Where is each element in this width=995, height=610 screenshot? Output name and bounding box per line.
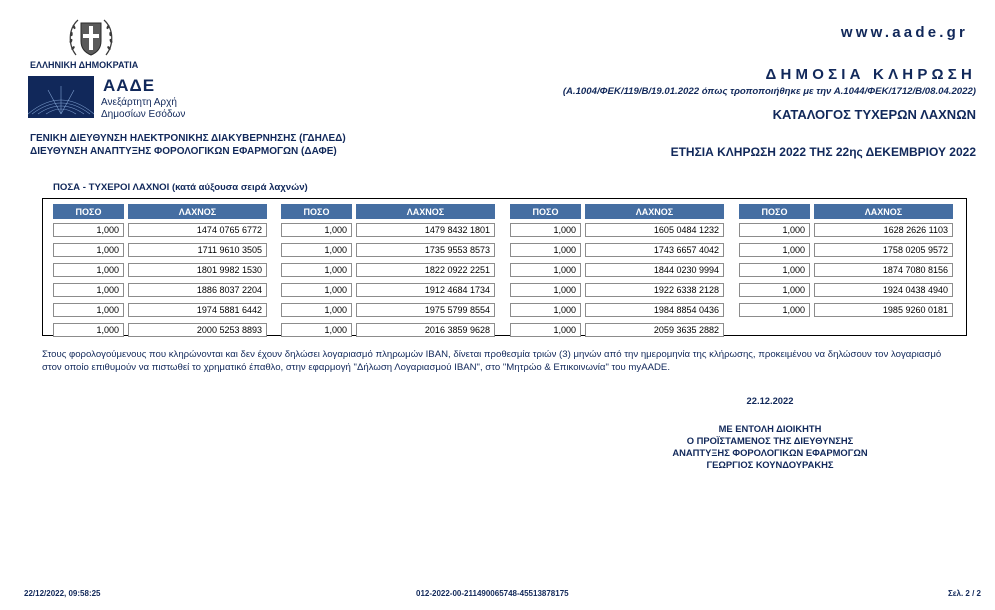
amount-cell: 1,000 — [510, 303, 581, 317]
results-column — [53, 204, 267, 343]
ticket-header: ΛΑΧΝΟΣ — [128, 204, 267, 219]
table-row — [739, 283, 953, 297]
website-url: www.aade.gr — [840, 24, 968, 41]
amount-header: ΠΟΣΟ — [739, 204, 810, 219]
ticket-cell: 1985 9260 0181 — [814, 303, 953, 317]
table-row — [53, 263, 267, 277]
signature-line-2: Ο ΠΡΟΪΣΤΑΜΕΝΟΣ ΤΗΣ ΔΙΕΥΘΥΝΣΗΣ — [686, 435, 854, 446]
amount-cell: 1,000 — [281, 323, 352, 337]
draw-title: ΔΗΜΟΣΙΑ ΚΛΗΡΩΣΗ — [765, 66, 976, 83]
table-row — [510, 303, 724, 317]
results-column — [281, 204, 495, 343]
ticket-cell: 1711 9610 3505 — [128, 243, 267, 257]
results-column — [510, 204, 724, 343]
results-column — [739, 204, 953, 323]
table-row — [281, 243, 495, 257]
ticket-cell: 1912 4684 1734 — [356, 283, 495, 297]
ticket-cell: 1922 6338 2128 — [585, 283, 724, 297]
catalog-title: ΚΑΤΑΛΟΓΟΣ ΤΥΧΕΡΩΝ ΛΑΧΝΩΝ — [772, 107, 976, 122]
amount-cell: 1,000 — [739, 303, 810, 317]
table-row — [53, 323, 267, 337]
amount-cell: 1,000 — [739, 243, 810, 257]
table-row — [281, 323, 495, 337]
amount-cell: 1,000 — [53, 243, 124, 257]
amount-cell: 1,000 — [53, 223, 124, 237]
ticket-cell: 1886 8037 2204 — [128, 283, 267, 297]
table-row — [510, 263, 724, 277]
ticket-cell: 1605 0484 1232 — [585, 223, 724, 237]
amount-cell: 1,000 — [53, 283, 124, 297]
ticket-header: ΛΑΧΝΟΣ — [814, 204, 953, 219]
republic-label: ΕΛΛΗΝΙΚΗ ΔΗΜΟΚΡΑΤΙΑ — [30, 60, 139, 70]
table-row — [53, 243, 267, 257]
ticket-cell: 1822 0922 2251 — [356, 263, 495, 277]
amount-header: ΠΟΣΟ — [53, 204, 124, 219]
column-header — [510, 204, 724, 219]
table-row — [53, 283, 267, 297]
ticket-cell: 1801 9982 1530 — [128, 263, 267, 277]
amount-cell: 1,000 — [281, 243, 352, 257]
department-general: ΓΕΝΙΚΗ ΔΙΕΥΘΥΝΣΗ ΗΛΕΚΤΡΟΝΙΚΗΣ ΔΙΑΚΥΒΕΡΝΗΣΗΣ (ΓΔΗΛΕΔ) — [30, 133, 346, 144]
signature-date: 22.12.2022 — [746, 395, 794, 406]
amount-cell: 1,000 — [510, 323, 581, 337]
amount-cell: 1,000 — [739, 263, 810, 277]
amount-cell: 1,000 — [53, 323, 124, 337]
ticket-cell: 2000 5253 8893 — [128, 323, 267, 337]
ticket-cell: 1984 8854 0436 — [585, 303, 724, 317]
annual-draw-title: ΕΤΗΣΙΑ ΚΛΗΡΩΣΗ 2022 ΤΗΣ 22ης ΔΕΚΕΜΒΡΙΟΥ 2022 — [670, 145, 976, 159]
ticket-cell: 2059 3635 2882 — [585, 323, 724, 337]
table-row — [281, 263, 495, 277]
table-row — [53, 223, 267, 237]
table-row — [739, 303, 953, 317]
ticket-cell: 1844 0230 9994 — [585, 263, 724, 277]
table-row — [281, 303, 495, 317]
department-directorate: ΔΙΕΥΘΥΝΣΗ ΑΝΑΠΤΥΞΗΣ ΦΟΡΟΛΟΓΙΚΩΝ ΕΦΑΡΜΟΓΩΝ (ΔΑΦΕ) — [30, 146, 337, 157]
amount-cell: 1,000 — [281, 263, 352, 277]
footer-page-number: Σελ. 2 / 2 — [947, 589, 981, 598]
results-table — [42, 198, 967, 336]
footer-timestamp: 22/12/2022, 09:58:25 — [24, 589, 101, 598]
amount-cell: 1,000 — [281, 283, 352, 297]
table-row — [739, 223, 953, 237]
ticket-header: ΛΑΧΝΟΣ — [585, 204, 724, 219]
ticket-cell: 1628 2626 1103 — [814, 223, 953, 237]
table-row — [510, 323, 724, 337]
table-row — [53, 303, 267, 317]
table-row — [281, 283, 495, 297]
table-row — [510, 243, 724, 257]
amount-cell: 1,000 — [510, 223, 581, 237]
ticket-cell: 1874 7080 8156 — [814, 263, 953, 277]
ticket-cell: 1479 8432 1801 — [356, 223, 495, 237]
table-row — [739, 263, 953, 277]
amount-header: ΠΟΣΟ — [510, 204, 581, 219]
amount-cell: 1,000 — [510, 283, 581, 297]
amount-cell: 1,000 — [281, 223, 352, 237]
signature-line-1: ΜΕ ΕΝΤΟΛΗ ΔΙΟΙΚΗΤΗ — [718, 423, 822, 434]
ticket-cell: 1975 5799 8554 — [356, 303, 495, 317]
signature-line-3: ΑΝΑΠΤΥΞΗΣ ΦΟΡΟΛΟΓΙΚΩΝ ΕΦΑΡΜΟΓΩΝ — [672, 447, 868, 458]
aade-subtitle-2: Δημοσίων Εσόδων — [101, 109, 186, 120]
column-header — [281, 204, 495, 219]
ticket-cell: 1758 0205 9572 — [814, 243, 953, 257]
amount-cell: 1,000 — [510, 263, 581, 277]
table-row — [510, 223, 724, 237]
greek-emblem-icon — [66, 15, 116, 61]
table-row — [510, 283, 724, 297]
amount-cell: 1,000 — [739, 283, 810, 297]
aade-logo-icon — [28, 76, 94, 118]
amount-cell: 1,000 — [281, 303, 352, 317]
ticket-cell: 1924 0438 4940 — [814, 283, 953, 297]
aade-subtitle-1: Ανεξάρτητη Αρχή — [101, 97, 177, 108]
section-title: ΠΟΣΑ - ΤΥΧΕΡΟΙ ΛΑΧΝΟΙ (κατά αύξουσα σειρά λαχνών) — [53, 182, 308, 193]
amount-cell: 1,000 — [510, 243, 581, 257]
amount-header: ΠΟΣΟ — [281, 204, 352, 219]
signature-name: ΓΕΩΡΓΙΟΣ ΚΟΥΝΔΟΥΡΑΚΗΣ — [706, 459, 834, 470]
column-header — [739, 204, 953, 219]
amount-cell: 1,000 — [53, 263, 124, 277]
ticket-cell: 2016 3859 9628 — [356, 323, 495, 337]
amount-cell: 1,000 — [53, 303, 124, 317]
table-row — [739, 243, 953, 257]
draw-legal-reference: (Α.1004/ΦΕΚ/119/Β/19.01.2022 όπως τροποποιήθηκε με την Α.1044/ΦΕΚ/1712/Β/08.04.2022) — [562, 86, 976, 97]
footer-document-id: 012-2022-00-211490065748-45513878175 — [416, 589, 569, 598]
amount-cell: 1,000 — [739, 223, 810, 237]
aade-name: ΑΑΔΕ — [103, 76, 156, 95]
ticket-cell: 1735 9553 8573 — [356, 243, 495, 257]
ticket-cell: 1974 5881 6442 — [128, 303, 267, 317]
iban-notice: Στους φορολογούμενους που κληρώνονται και δεν έχουν δηλώσει λογαριασμό πληρωμών IBAN, δίνεται προθεσμία τριών (3) μηνών από την ημερομηνία της κλήρωσης, προκειμένου να δηλώσουν τον λογαριασμό στον οποίο επιθυμούν να πιστωθεί το χρηματικό έπαθλο, στην εφαρμογή "Δήλωση Λογαριασμού IBAN", στο "Μητρώο & Επικοινωνία" του myAADE. — [42, 349, 942, 373]
table-row — [281, 223, 495, 237]
ticket-cell: 1743 6657 4042 — [585, 243, 724, 257]
ticket-cell: 1474 0765 6772 — [128, 223, 267, 237]
ticket-header: ΛΑΧΝΟΣ — [356, 204, 495, 219]
column-header — [53, 204, 267, 219]
